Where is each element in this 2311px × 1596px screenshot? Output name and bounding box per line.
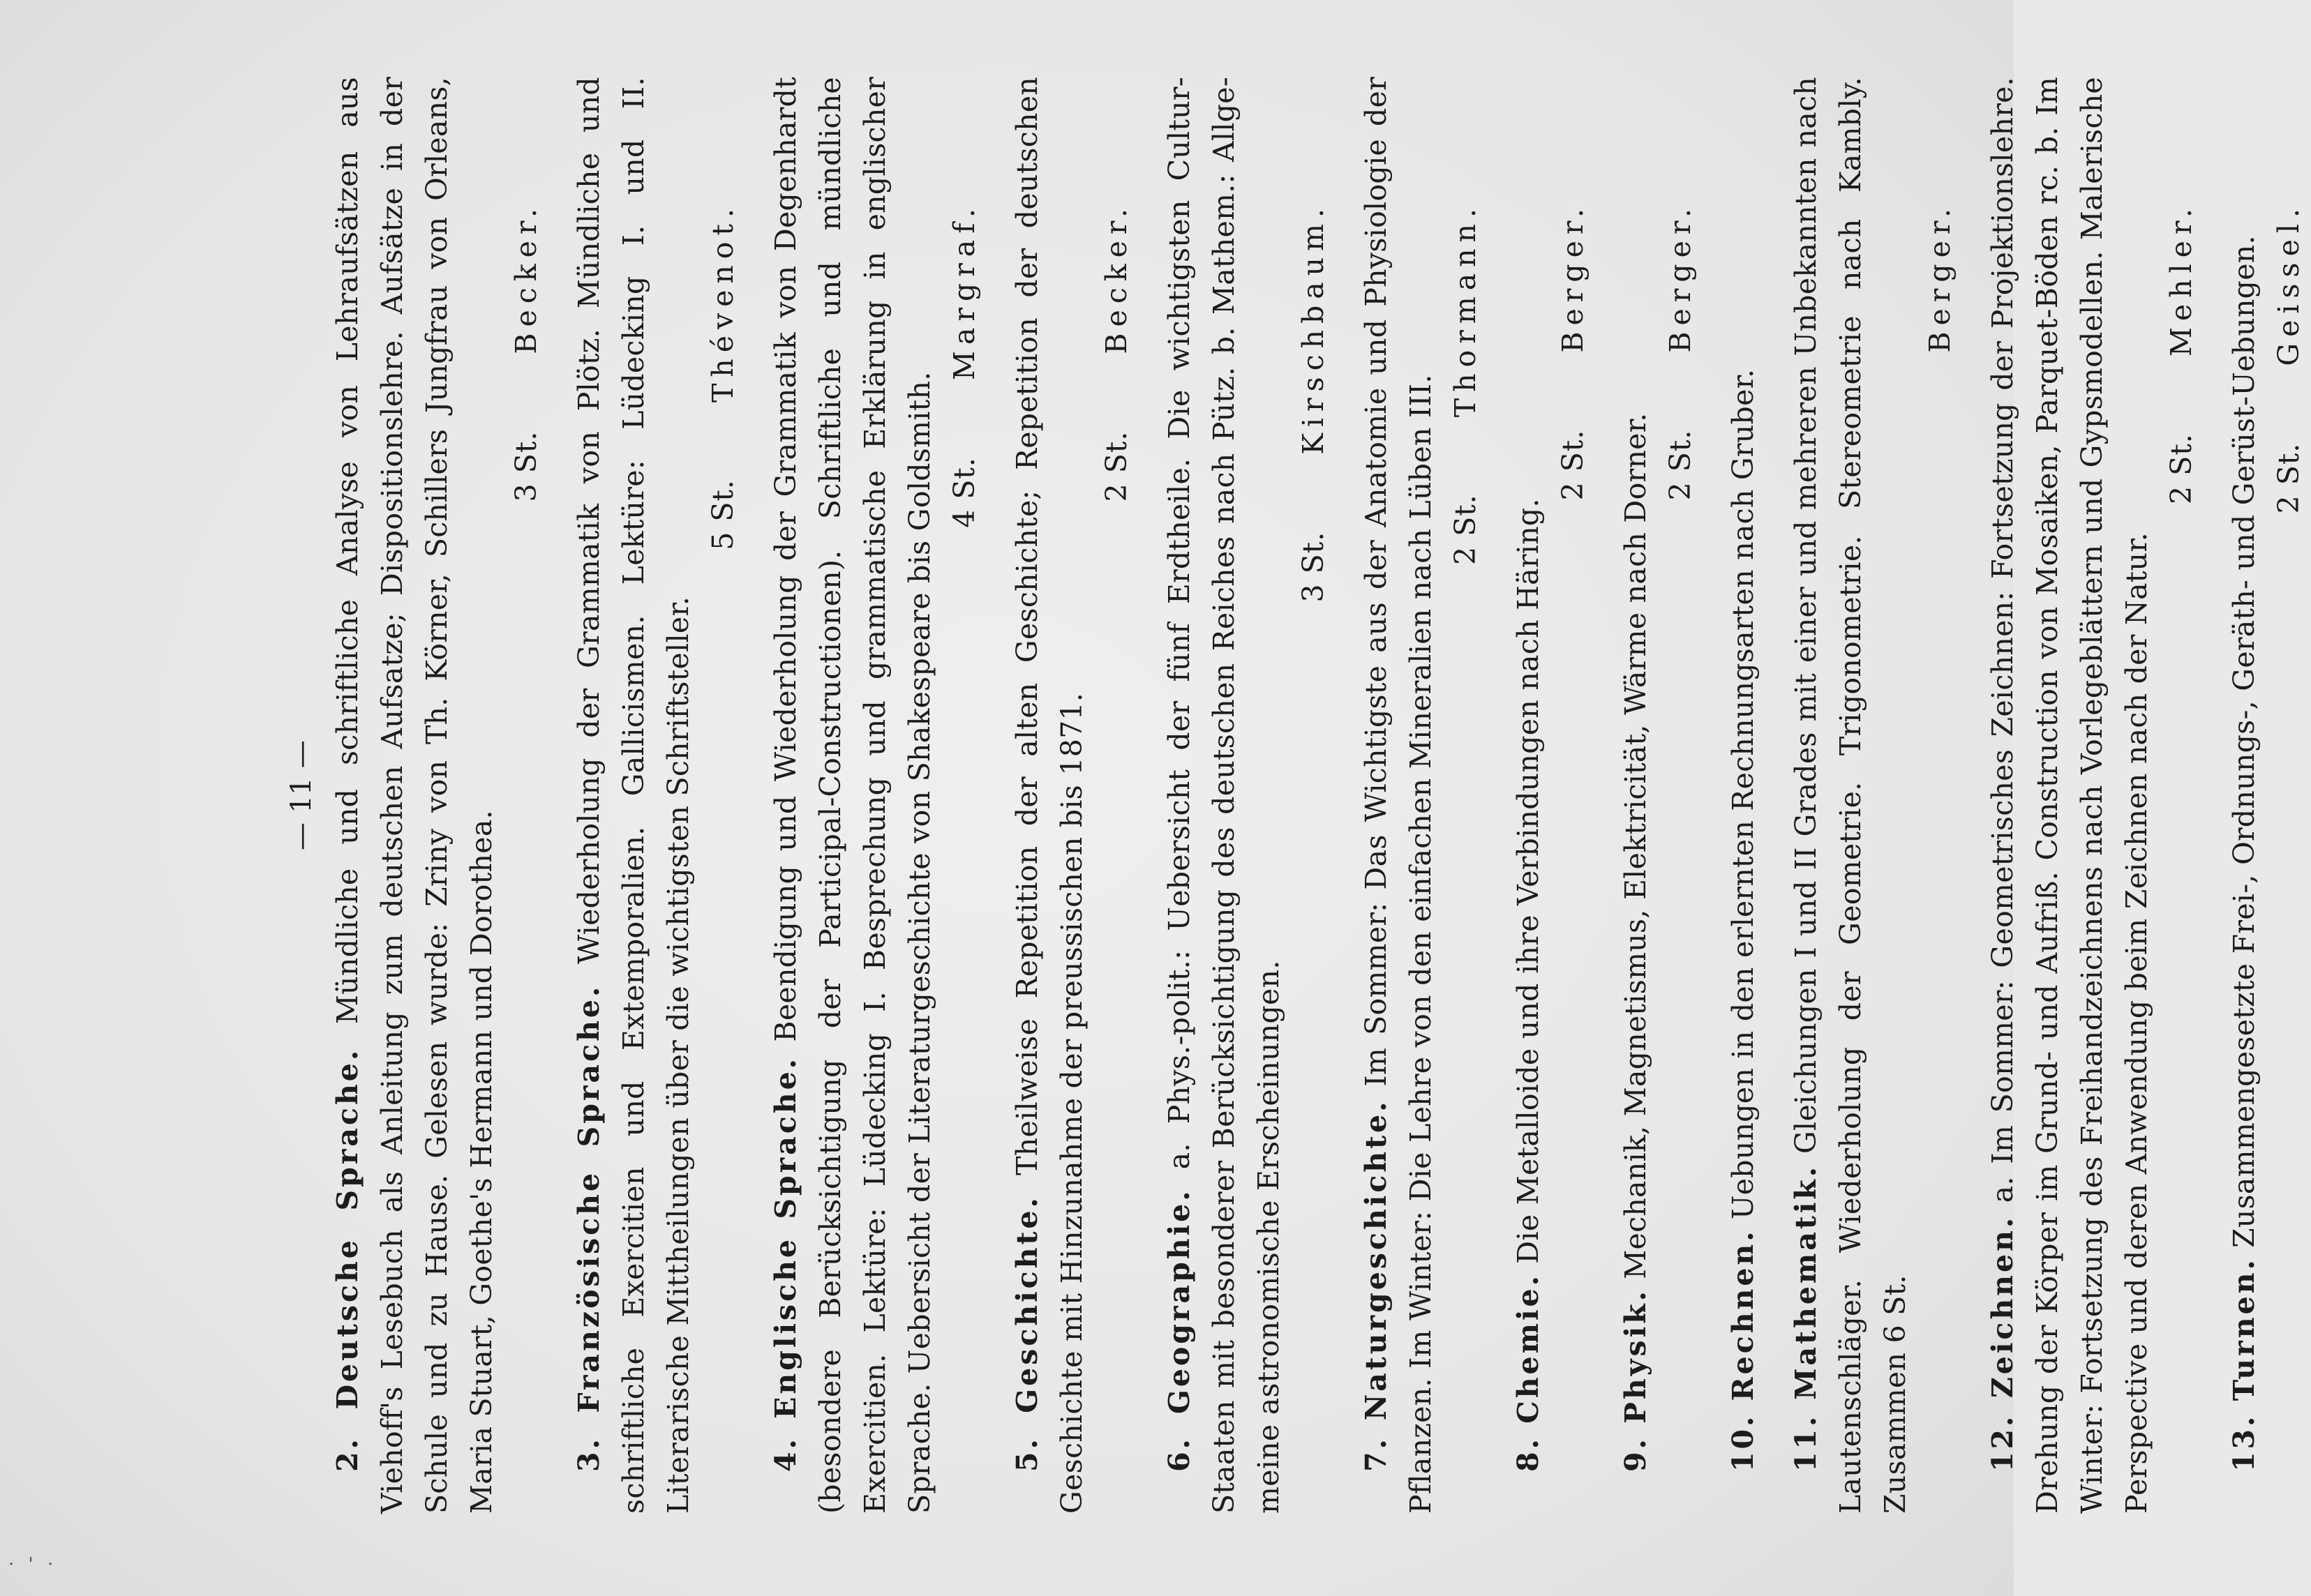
section-text — [1506, 77, 1550, 1514]
hours-teacher-line — [701, 77, 745, 1514]
section-line: Zusammengesetzte Frei-, Ordnungs-, Geräth- und Gerüst-Uebungen. — [2227, 235, 2261, 1248]
curriculum-section — [1506, 77, 1595, 1514]
curriculum-section — [763, 77, 987, 1514]
section-text — [1721, 77, 1765, 1514]
weekly-hours: 2 St. — [1100, 430, 1133, 502]
section-heading: 7. Naturgeschichte. — [1359, 1099, 1393, 1472]
section-text — [1980, 77, 2159, 1514]
section-line: Drehung der Körper im Grund- und Aufriß. Construction von Mosaiken, Parquet-Böden rc. — [2030, 154, 2064, 1514]
teacher-name: Berger. — [1663, 202, 1697, 353]
section-heading: 2. Deutsche Sprache. — [331, 1047, 364, 1472]
section-heading: 3. Französische Sprache. — [572, 984, 606, 1472]
teacher-name: Thévenot. — [706, 202, 740, 403]
teacher-name: Thormann. — [1449, 202, 1482, 418]
section-text — [1613, 77, 1658, 1514]
curriculum-section — [1157, 77, 1336, 1514]
teacher-name: Kirschbaum. — [1296, 202, 1330, 455]
weekly-hours: 2 St. — [1449, 494, 1482, 565]
teacher-name: Berger. — [1556, 202, 1590, 353]
teacher-name: Berger. — [1923, 202, 1957, 353]
section-heading: 4. Englische Sprache. — [769, 1056, 802, 1472]
section-line: Theilweise Repetition der alten Geschichte; Repetition der deutschen — [1010, 77, 1044, 1175]
hours-teacher-line — [1291, 77, 1336, 1514]
weekly-hours: 3 St. — [509, 430, 543, 502]
section-line: schriftliche Exercitien und Extemporalien. Gallicismen. Lektüre: Lüdecking I. und II. Literarische — [617, 77, 695, 1514]
curriculum-section — [1354, 77, 1488, 1514]
section-line: Uebungen in den erlernten Rechnungsarten nach Gruber. — [1726, 368, 1760, 1220]
section-text — [1354, 77, 1443, 1514]
section-line: Im Sommer: Das Wichtigste aus der Anatomie und Physiologie — [1359, 126, 1393, 1087]
section-line: a. Im Sommer: Geometrisches Zeichnen: Fortsetzung der Projektionslehre. — [1986, 77, 2019, 1203]
section-line: (besondere Berücksichtigung der Participal-Constructionen). Schriftliche und mündliche Exercitien. — [814, 77, 892, 1514]
section-line: Mechanik, Magnetismus, Elektricität, Wärme nach Dorner. — [1619, 412, 1652, 1279]
section-line: Mittheilungen über die wichtigsten Schriftsteller. — [661, 596, 695, 1326]
section-heading: 10. Rechnen. — [1726, 1228, 1760, 1472]
section-line: zu Hause. Gelesen wurde: Zriny von Th. Körner, Schillers Jungfrau von Orleans, Maria — [420, 77, 498, 1514]
teacher-name: Becker. — [509, 202, 543, 354]
hours-teacher-line — [2159, 77, 2204, 1514]
section-heading: 9. Physik. — [1619, 1288, 1652, 1472]
curriculum-section — [567, 77, 745, 1514]
curriculum-section — [325, 77, 548, 1514]
rotated-text-block — [279, 76, 2305, 1514]
hours-teacher-line — [1443, 77, 1488, 1514]
curriculum-section — [1783, 77, 1962, 1514]
section-line: Stuart, Goethe's Hermann und Dorothea. — [465, 810, 498, 1417]
section-line: Mündliche und schriftliche Analyse von Lehraufsätzen aus Viehoff's — [331, 77, 409, 1514]
section-text — [567, 77, 701, 1514]
weekly-hours: 2 St. — [2164, 433, 2198, 504]
section-line: Staaten mit besonderer Berücksichtigung des deutschen Reiches nach Pütz. b. Mathem.: Allge- — [1207, 77, 1241, 1514]
weekly-hours: 4 St. — [948, 457, 981, 528]
section-text — [1157, 77, 1291, 1514]
section-heading: 12. Zeichnen. — [1986, 1214, 2019, 1472]
section-text — [1005, 77, 1094, 1514]
hours-teacher-line — [1658, 77, 1703, 1514]
section-line: der Pflanzen. Im Winter: Die Lehre von den einfachen Mineralien nach Lüben III. — [1359, 77, 1437, 1514]
section-line: a. Phys.-polit.: Uebersicht der fünf Erdtheile. Die wichtigsten Cultur- — [1162, 77, 1196, 1170]
section-text — [325, 77, 504, 1514]
weekly-hours: 3 St. — [1296, 531, 1330, 603]
section-line: Lesebuch als Anleitung zum deutschen Aufsatze; Dispositionslehre. Aufsätze in der Schule und — [375, 77, 454, 1514]
section-line: b. Im Winter: Fortsetzung des Freihandzeichnens nach Vorlegeblättern und Gypsmodellen. — [2030, 77, 2109, 1514]
curriculum-sections — [325, 77, 2311, 1514]
teacher-name: Geissel. — [2272, 202, 2305, 366]
curriculum-section — [1980, 77, 2204, 1514]
hours-teacher-line — [1094, 77, 1139, 1514]
hours-teacher-line — [1917, 77, 1962, 1514]
section-text — [763, 77, 942, 1514]
section-line: Die Metalloide und ihre Verbindungen nach Häring. — [1511, 498, 1545, 1264]
curriculum-section — [1005, 77, 1139, 1514]
weekly-hours: 2 St. — [1556, 429, 1590, 501]
curriculum-section — [1721, 77, 1765, 1514]
section-text — [2222, 77, 2266, 1514]
weekly-hours: 2 St. — [1663, 429, 1697, 501]
section-heading: 11. Mathematik. — [1789, 1164, 1823, 1472]
hours-teacher-line — [1550, 77, 1595, 1514]
curriculum-section — [2222, 77, 2311, 1514]
section-line: der Literaturgeschichte von Shakespeare bis Goldsmith. — [903, 371, 936, 1203]
section-heading: 6. Geographie. — [1162, 1188, 1196, 1472]
section-line: Geschichte mit Hinzunahme der preussischen bis 1871. — [1055, 692, 1089, 1514]
weekly-hours: 2 St. — [2272, 442, 2305, 514]
section-line: meine astronomische Erscheinungen. — [1252, 960, 1285, 1514]
section-line: Zusammen 6 St. — [1878, 1274, 1912, 1514]
page-number: — 11 — — [285, 739, 317, 851]
hours-teacher-line — [2266, 77, 2311, 1514]
hours-teacher-line — [942, 77, 987, 1514]
hours-teacher-line — [504, 77, 548, 1514]
section-heading: 13. Turnen. — [2227, 1257, 2261, 1472]
teacher-name: Mehler. — [2164, 202, 2198, 357]
section-heading: 5. Geschichte. — [1010, 1195, 1044, 1472]
section-line: Lektüre: Lüdecking I. Besprechung und grammatische Erklärung in englischer Sprache. Uebersicht — [858, 77, 936, 1514]
section-line: Beendigung und Wiederholung der Grammatik von Degenhardt — [769, 76, 802, 1042]
curriculum-section — [1613, 77, 1703, 1514]
section-line: Wiederholung der Grammatik von Plötz. Mündliche und — [572, 77, 606, 965]
section-heading: 8. Chemie. — [1511, 1273, 1545, 1472]
teacher-name: Becker. — [1100, 202, 1133, 354]
section-line: Malerische Perspective und deren Anwendung beim Zeichnen nach der Natur. — [2075, 77, 2153, 1514]
section-line: nach Lautenschläger. Wiederholung der Geometrie. Trigonometrie. Stereometrie nach Kambly. — [1789, 76, 1867, 1514]
teacher-name: Margraf. — [948, 202, 981, 381]
section-line: Gleichungen I und II Grades mit einer und mehreren Unbekannten — [1789, 147, 1823, 1154]
scan-speckles: · ' · — [8, 1554, 58, 1575]
weekly-hours: 5 St. — [706, 479, 740, 550]
section-text — [1783, 77, 1917, 1514]
